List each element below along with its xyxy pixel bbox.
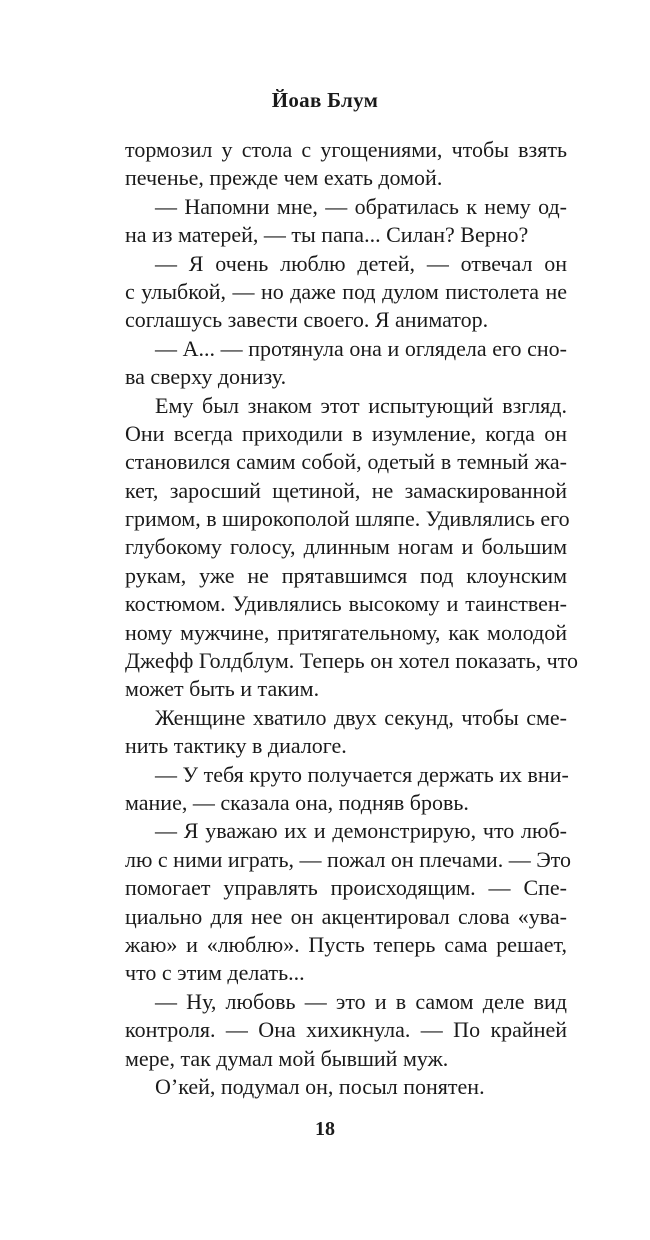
text-line: печенье, прежде чем ехать домой.: [125, 165, 443, 191]
text-line: — А... — протянула она и оглядела его сно-: [155, 335, 567, 361]
text-line: жаю» и «люблю». Пусть теперь сама решает,: [125, 931, 567, 957]
text-line: Джефф Голдблум. Теперь он хотел показать, что: [125, 648, 579, 674]
text-line: ва сверху донизу.: [125, 364, 287, 390]
text-line: помогает управлять происходящим. — Спе-: [125, 875, 567, 901]
text-line: гримом, в широкополой шляпе. Удивлялись его: [125, 506, 570, 532]
text-line: может быть и таким.: [125, 676, 320, 702]
text-line: О’кей, подумал он, посыл понятен.: [155, 1073, 485, 1099]
text-line: костюмом. Удивлялись высокому и таинствен-: [125, 591, 567, 617]
text-line: мере, так думал мой бывший муж.: [125, 1045, 449, 1071]
text-line: что с этим делать...: [125, 960, 305, 986]
body-text: [125, 136, 579, 1101]
text-line: лю с ними играть, — пожал он плечами. — Это: [125, 846, 572, 872]
text-line: Женщине хватило двух секунд, чтобы сме-: [155, 704, 567, 730]
text-line: мание, — сказала она, подняв бровь.: [125, 789, 469, 815]
text-line: глубокому голосу, длинным ногам и большим: [125, 534, 567, 560]
text-line: рукам, уже не прятавшимся под клоунским: [125, 562, 567, 588]
text-line: соглашусь завести своего. Я аниматор.: [125, 307, 489, 333]
text-line: Ему был знаком этот испытующий взгляд.: [155, 392, 567, 418]
text-line: с улыбкой, — но даже под дулом пистолета не: [125, 278, 567, 304]
text-line: нить тактику в диалоге.: [125, 733, 347, 759]
running-head-author: Йоав Блум: [271, 88, 379, 112]
text-line: — Напомни мне, — обратилась к нему од-: [155, 193, 567, 219]
text-line: становился самим собой, одетый в темный жа-: [125, 449, 567, 475]
text-line: — У тебя круто получается держать их вни-: [155, 761, 569, 787]
text-line: циально для нее он акцентировал слова «ува-: [125, 903, 567, 929]
text-line: Они всегда приходили в изумление, когда он: [125, 420, 567, 446]
text-line: ному мужчине, притягательному, как молодой: [125, 619, 567, 645]
text-line: — Я уважаю их и демонстрирую, что люб-: [155, 818, 567, 844]
text-line: тормозил у стола с угощениями, чтобы взять: [125, 137, 567, 162]
text-line: кет, заросший щетиной, не замаскированной: [125, 477, 567, 503]
text-line: на из матерей, — ты папа... Силан? Верно?: [125, 222, 529, 248]
text-line: — Ну, любовь — это и в самом деле вид: [155, 988, 567, 1014]
text-line: контроля. — Она хихикнула. — По крайней: [125, 1017, 567, 1043]
page-number: 18: [315, 1118, 335, 1140]
text-line: — Я очень люблю детей, — отвечал он: [155, 250, 567, 276]
